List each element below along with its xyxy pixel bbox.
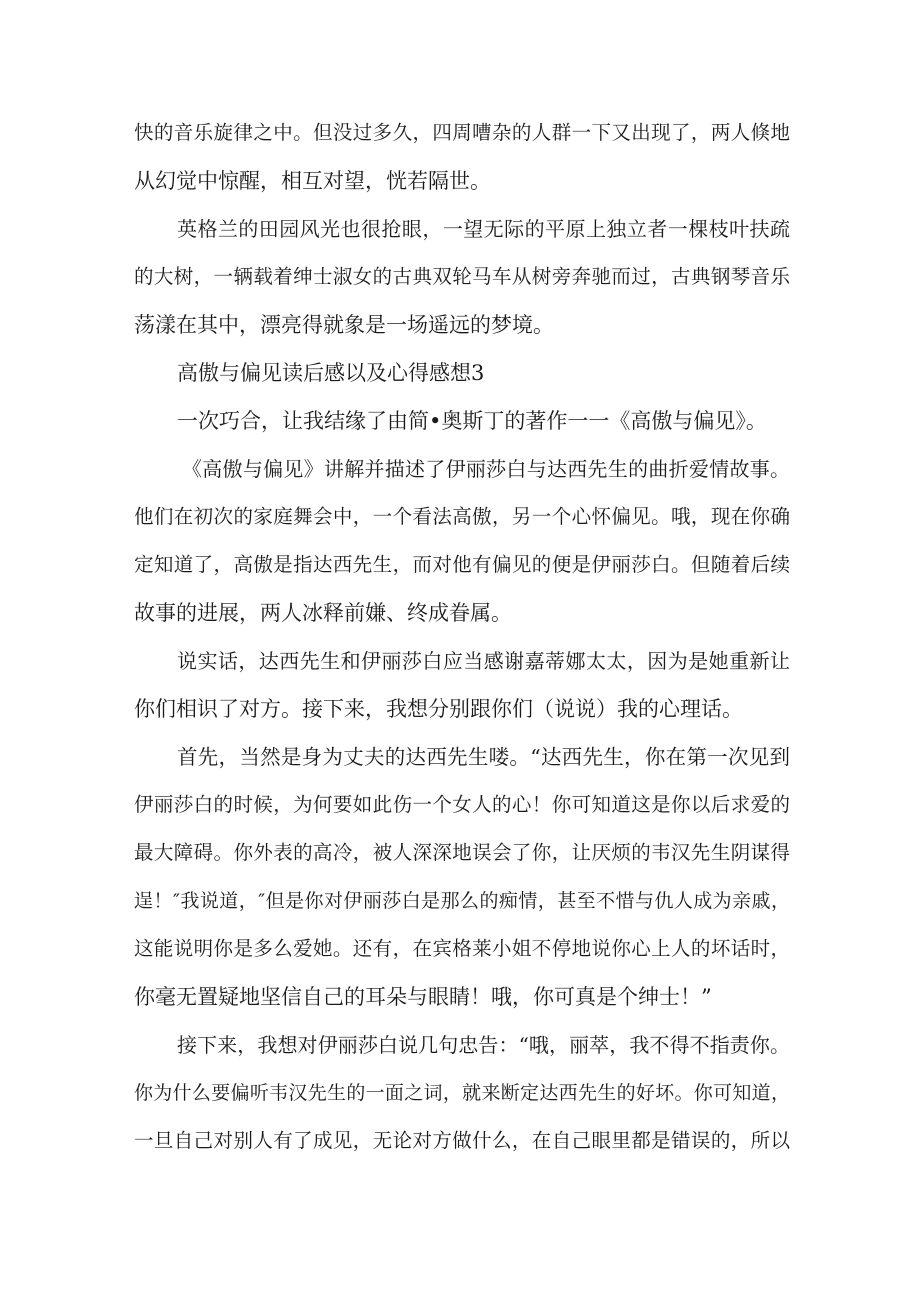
text-line-7: 一次巧合，让我结缘了由简•奥斯丁的著作一一《高傲与偏见》。 <box>177 409 767 433</box>
text-line-3: 英格兰的田园风光也很抢眼，一望无际的平原上独立者一棵枝叶扶疏 <box>177 217 790 241</box>
text-line-20: 接下来，我想对伊丽莎白说几句忠告：“哦，丽萃，我不得不指责你。 <box>177 1033 790 1057</box>
text-line-14: 首先，当然是身为丈夫的达西先生喽。“达西先生，你在第一次见到 <box>177 745 790 769</box>
text-line-22: 一旦自己对别人有了成见，无论对方做什么，在自己眼里都是错误的，所以 <box>134 1129 790 1152</box>
text-line-17: 逞！″我说道，″但是你对伊丽莎白是那么的痴情，甚至不惜与仇人成为亲戚， <box>134 890 790 912</box>
text-line-11: 故事的进展，两人冰释前嫌、终成眷属。 <box>134 601 512 625</box>
text-line-9: 他们在初次的家庭舞会中，一个看法高傲，另一个心怀偏见。哦，现在你确 <box>134 505 790 528</box>
text-line-18: 这能说明你是多么爱她。还有，在宾格莱小姐不停地说你心上人的坏话时， <box>134 937 790 960</box>
section-heading: 高傲与偏见读后感以及心得感想3 <box>177 361 485 385</box>
text-line-8: 《高傲与偏见》讲解并描述了伊丽莎白与达西先生的曲折爱情故事。 <box>182 457 790 481</box>
text-line-16: 最大障碍。你外表的高冷，被人深深地误会了你，让厌烦的韦汉先生阴谋得 <box>134 841 790 864</box>
text-line-13: 你们相识了对方。接下来，我想分别跟你们（说说）我的心理话。 <box>134 697 743 721</box>
text-line-10: 定知道了，高傲是指达西先生，而对他有偏见的便是伊丽莎白。但随着后续 <box>134 553 790 576</box>
text-line-12: 说实话，达西先生和伊丽莎白应当感谢嘉蒂娜太太，因为是她重新让 <box>177 649 790 673</box>
text-line-2: 从幻觉中惊醒，相互对望，恍若隔世。 <box>134 169 491 193</box>
text-line-4: 的大树，一辆载着绅士淑女的古典双轮马车从树旁奔驰而过，古典钢琴音乐 <box>134 265 790 288</box>
text-line-15: 伊丽莎白的时候，为何要如此伤一个女人的心！你可知道这是你以后求爱的 <box>134 793 790 816</box>
text-line-5: 荡漾在其中，漂亮得就象是一场遥远的梦境。 <box>134 313 554 337</box>
text-line-19: 你毫无置疑地坚信自己的耳朵与眼睛！哦，你可真是个绅士！” <box>134 985 712 1009</box>
text-line-21: 你为什么要偏听韦汉先生的一面之词，就来断定达西先生的好坏。你可知道， <box>134 1082 790 1104</box>
text-line-1: 快的音乐旋律之中。但没过多久，四周嘈杂的人群一下又出现了，两人倏地 <box>134 121 790 144</box>
